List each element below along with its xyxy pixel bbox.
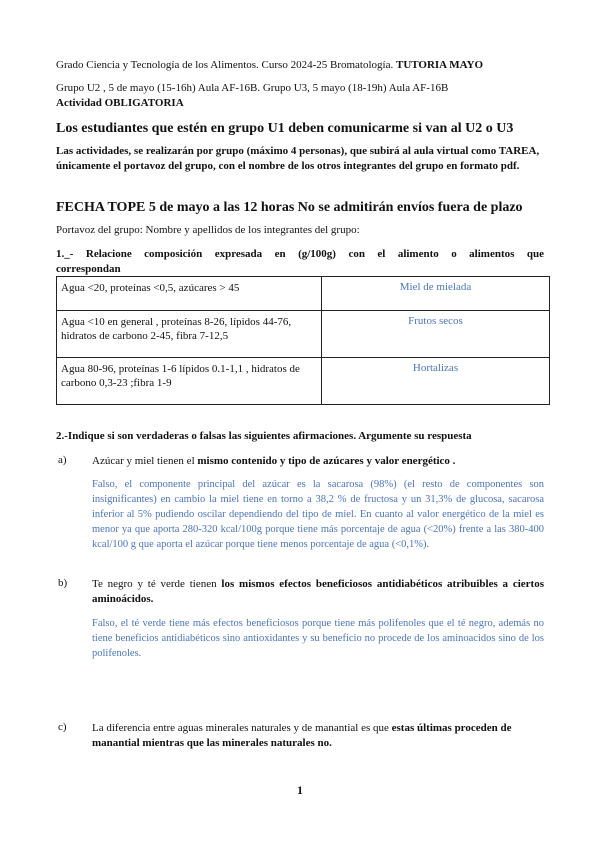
table-row xyxy=(57,358,550,405)
statement-c xyxy=(92,721,544,751)
composition-cell: Agua <20, proteínas <0,5, azúcares > 45 xyxy=(57,277,322,311)
table-row xyxy=(57,277,550,311)
deadline-heading: FECHA TOPE 5 de mayo a las 12 horas No se admitirán envíos fuera de plazo xyxy=(56,200,523,215)
table-row xyxy=(57,311,550,358)
food-answer-cell: Miel de mielada xyxy=(322,277,550,311)
schedule-line: Grupo U2 , 5 de mayo (15-16h) Aula AF-16B. Grupo U3, 5 mayo (18-19h) Aula AF-16B xyxy=(56,82,449,94)
composition-cell: Agua <10 en general , proteínas 8-26, lípidos 44-76, hidratos de carbono 2-45, fibra 7-12,5 xyxy=(57,311,322,358)
instructions-paragraph: Las actividades, se realizarán por grupo (máximo 4 personas), que subirá al aula virtual como TAREA, únicamente el portavoz del grupo, con el nombre de los otros integrantes del grupo en formato pdf. xyxy=(56,145,540,172)
statement-text: Te negro y té verde tienen xyxy=(92,578,222,590)
composition-table xyxy=(56,276,550,405)
question-1-heading xyxy=(56,247,544,277)
course-header-line xyxy=(56,59,483,71)
answer-a: Falso, el componente principal del azúcar es la sacarosa (98%) (el resto de componentes son insignificantes) en cambio la miel tiene en torno a 38,2 % de fructosa y un 31,3% de glucosa, sacarosa inferior al 5% pudiendo oscilar dependiendo del tipo de miel. En cuanto al valor energético de la miel es menor ya que aporta 280-320 kcal/100g porque tiene más porcentaje de agua (<20%) frente a las 380-400 kcal/100 g que aporta el azúcar porque tiene menos porcentaje de agua (<0,1%). xyxy=(92,479,544,550)
statement-emphasis: estas últimas proceden de manantial mientras que las minerales naturales no. xyxy=(92,722,512,749)
food-answer-cell: Hortalizas xyxy=(322,358,550,405)
tutoria-label: TUTORIA MAYO xyxy=(395,59,484,71)
statement-emphasis: mismo contenido y tipo de azúcares y valor energético . xyxy=(197,455,456,467)
answer-b: Falso, el té verde tiene más efectos beneficiosos porque tiene más polifenoles que el té negro, además no tiene beneficios antidiabéticos sino antioxidantes y su beneficio no procede de los aminoacidos sino de los polifenoles. xyxy=(92,618,544,659)
item-label: a) xyxy=(58,454,67,466)
question-1-line-1: 1._- Relacione composición expresada en (g/100g) con el alimento o alimentos que xyxy=(56,248,544,260)
question-2-heading: 2.-Indique si son verdaderas o falsas las siguientes afirmaciones. Argumente su respuesta xyxy=(56,430,472,442)
course-info: Grado Ciencia y Tecnología de los Alimentos. Curso 2024-25 Bromatología. xyxy=(56,59,396,71)
item-label: c) xyxy=(58,721,67,733)
statement-b xyxy=(92,577,544,607)
statement-text: Azúcar y miel tienen el xyxy=(92,455,198,467)
page-number: 1 xyxy=(297,783,303,797)
statement-text: La diferencia entre aguas minerales naturales y de manantial es que xyxy=(92,722,392,734)
item-label: b) xyxy=(58,577,68,589)
spokesperson-line: Portavoz del grupo: Nombre y apellidos de los integrantes del grupo: xyxy=(56,224,360,236)
food-answer-cell: Frutos secos xyxy=(322,311,550,358)
composition-cell: Agua 80-96, proteínas 1-6 lípidos 0.1-1,1 , hidratos de carbono 0,3-23 ;fibra 1-9 xyxy=(57,358,322,405)
statement-emphasis: los mismos efectos beneficiosos antidiabéticos atribuibles a ciertos aminoácidos. xyxy=(92,578,544,605)
activity-label: Actividad OBLIGATORIA xyxy=(56,97,184,109)
statement-a xyxy=(92,454,544,469)
group-notice: Los estudiantes que estén en grupo U1 deben comunicarme si van al U2 o U3 xyxy=(56,121,514,136)
question-1-line-2: correspondan xyxy=(56,263,121,275)
